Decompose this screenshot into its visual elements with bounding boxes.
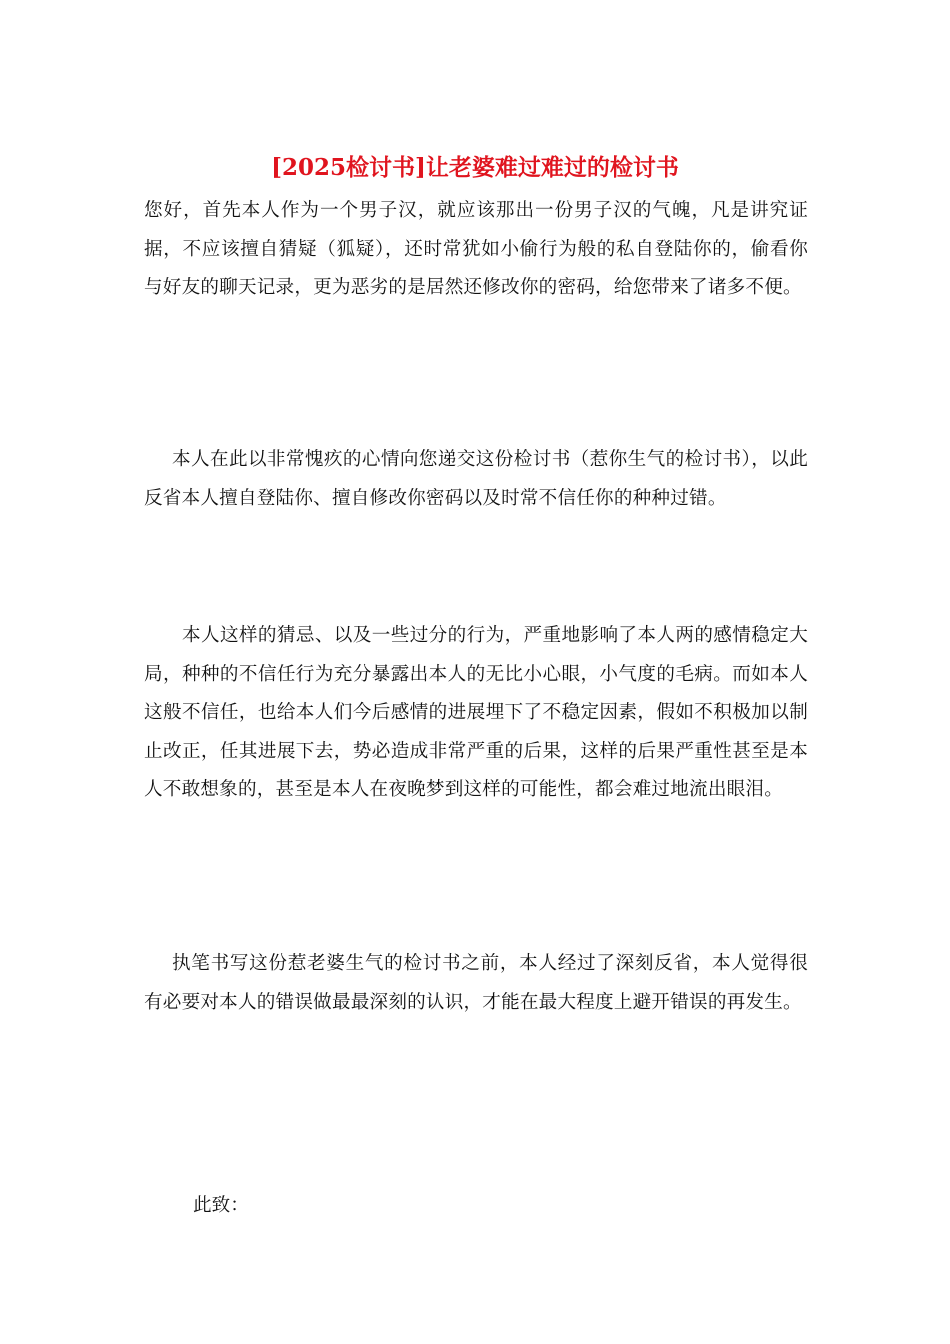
paragraph-3: 本人这样的猜忌、以及一些过分的行为，严重地影响了本人两的感情稳定大局，种种的不信任行为充分暴露出本人的无比小心眼，小气度的毛病。而如本人这般不信任，也给本人们今后感情的进展埋下了不稳定因素，假如不积极加以制止改正，任其进展下去，势必造成非常严重的后果，这样的后果严重性甚至是本人不敢想象的，甚至是本人在夜晚梦到这样的可能性，都会难过地流出眼泪。 (144, 625, 808, 800)
paragraph-2: 本人在此以非常愧疚的心情向您递交这份检讨书（惹你生气的检讨书），以此反省本人擅自登陆你、擅自修改你密码以及时常不信任你的种种过错。 (144, 449, 808, 509)
document-title: [2025检讨书]让老婆难过难过的检讨书 (271, 154, 679, 181)
paragraph-4: 执笔书写这份惹老婆生气的检讨书之前，本人经过了深刻反省，本人觉得很有必要对本人的错误做最最深刻的认识，才能在最大程度上避开错误的再发生。 (144, 953, 808, 1013)
closing-salutation: 此致： (193, 1195, 249, 1216)
paragraph-1: 您好，首先本人作为一个男子汉，就应该那出一份男子汉的气魄，凡是讲究证据，不应该擅自猜疑（狐疑），还时常犹如小偷行为般的私自登陆你的，偷看你与好友的聊天记录，更为恶劣的是居然还修改你的密码，给您带来了诸多不便。 (144, 200, 808, 298)
